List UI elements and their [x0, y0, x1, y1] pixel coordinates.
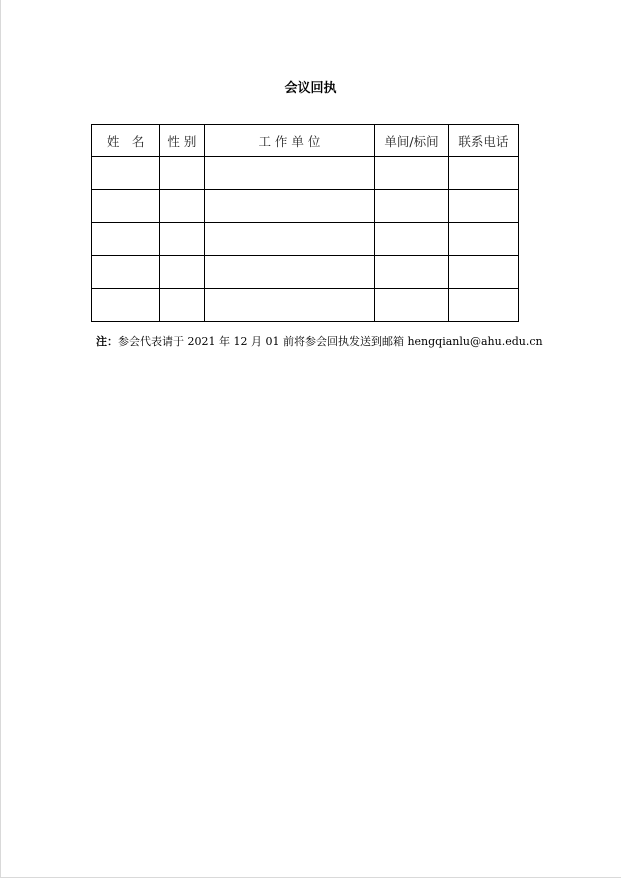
cell-name [92, 256, 160, 289]
cell-work-unit [204, 256, 375, 289]
cell-work-unit [204, 223, 375, 256]
page-left-edge [0, 0, 1, 878]
table-row [92, 256, 519, 289]
table-row [92, 157, 519, 190]
cell-room-type [375, 289, 448, 322]
cell-gender [160, 256, 204, 289]
cell-gender [160, 190, 204, 223]
cell-room-type [375, 190, 448, 223]
header-name: 姓 名 [92, 125, 160, 157]
cell-phone [448, 223, 518, 256]
cell-work-unit [204, 157, 375, 190]
cell-room-type [375, 157, 448, 190]
receipt-table [91, 124, 519, 322]
cell-name [92, 157, 160, 190]
cell-name [92, 190, 160, 223]
header-work-unit: 工 作 单 位 [204, 125, 375, 157]
footnote-text: 参会代表请于 2021 年 12 月 01 前将参会回执发送到邮箱 hengqianlu@ahu.edu.cn [118, 335, 543, 348]
cell-phone [448, 157, 518, 190]
cell-work-unit [204, 190, 375, 223]
cell-phone [448, 190, 518, 223]
cell-gender [160, 289, 204, 322]
cell-gender [160, 223, 204, 256]
footnote-label: 注： [96, 335, 118, 348]
cell-room-type [375, 223, 448, 256]
table-header-row [92, 125, 519, 157]
table-row [92, 289, 519, 322]
cell-gender [160, 157, 204, 190]
footnote [96, 335, 543, 349]
header-gender: 性 别 [160, 125, 204, 157]
document-title: 会议回执 [284, 81, 337, 96]
cell-room-type [375, 256, 448, 289]
cell-work-unit [204, 289, 375, 322]
cell-phone [448, 256, 518, 289]
cell-name [92, 289, 160, 322]
header-phone: 联系电话 [448, 125, 518, 157]
header-room-type: 单间/标间 [375, 125, 448, 157]
cell-name [92, 223, 160, 256]
table-row [92, 223, 519, 256]
cell-phone [448, 289, 518, 322]
table-row [92, 190, 519, 223]
